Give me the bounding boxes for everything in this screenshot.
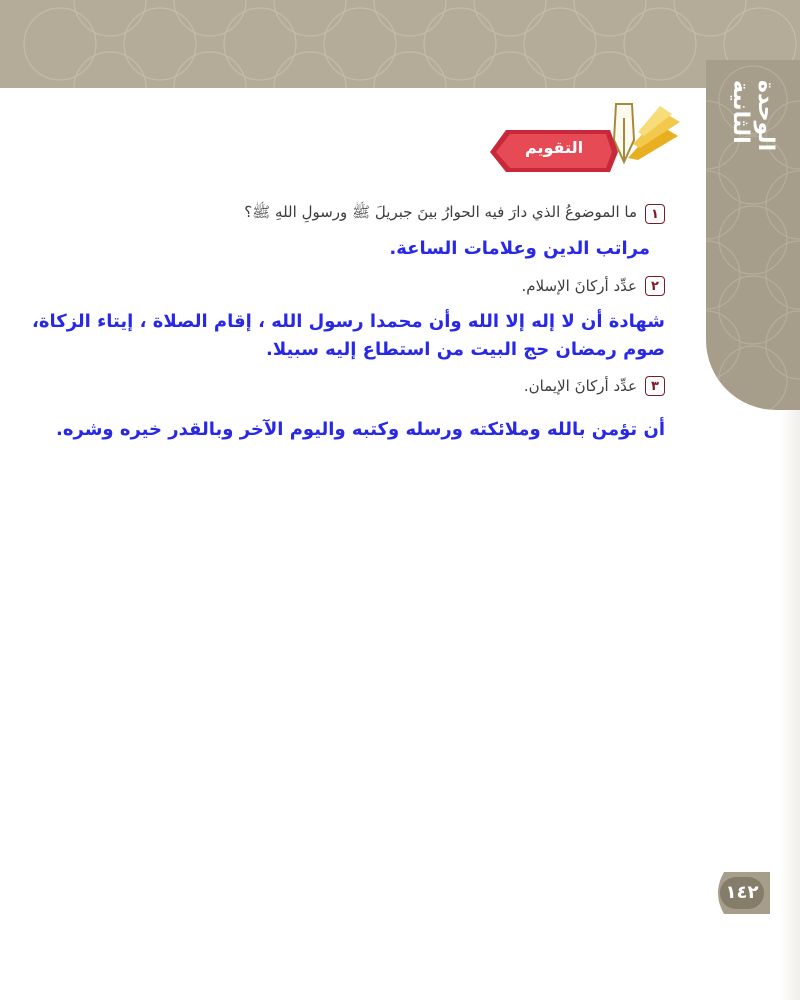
question-number: ٣: [645, 376, 665, 396]
page-number-badge: [712, 870, 772, 916]
question-row: [522, 276, 665, 296]
unit-title: الوحدة الثانية: [728, 80, 778, 152]
question-text: ما الموضوعُ الذي دارَ فيه الحوارُ بينَ جبريلَ ﷺ ورسولِ اللهِ ﷺ؟: [244, 203, 637, 221]
section-label: التقويم: [524, 138, 584, 157]
question-number: ٢: [645, 276, 665, 296]
answer-text: مراتب الدين وعلامات الساعة.: [389, 238, 650, 259]
question-text: عدِّد أركانَ الإيمان.: [523, 377, 637, 395]
section-banner: [488, 96, 684, 174]
question-text: عدِّد أركانَ الإسلام.: [521, 277, 637, 295]
pen-book-icon: [488, 96, 684, 174]
question-number: ١: [645, 204, 665, 224]
answer-text: أن تؤمن بالله وملائكته ورسله وكتبه واليوم الآخر وبالقدر خيره وشره.: [56, 419, 665, 440]
question-row: [244, 203, 665, 225]
page-edge: [780, 410, 800, 1000]
header-band: [0, 0, 800, 88]
answer-text: شهادة أن لا إله إلا الله وأن محمدا رسول الله ، إقام الصلاة ، إيتاء الزكاة، صوم رمضان حج البيت من استطاع إليه سبيلا.: [32, 311, 665, 360]
arabesque-pattern: [0, 0, 800, 88]
page-number: ١٤٢: [725, 882, 759, 903]
question-row: [524, 376, 665, 396]
